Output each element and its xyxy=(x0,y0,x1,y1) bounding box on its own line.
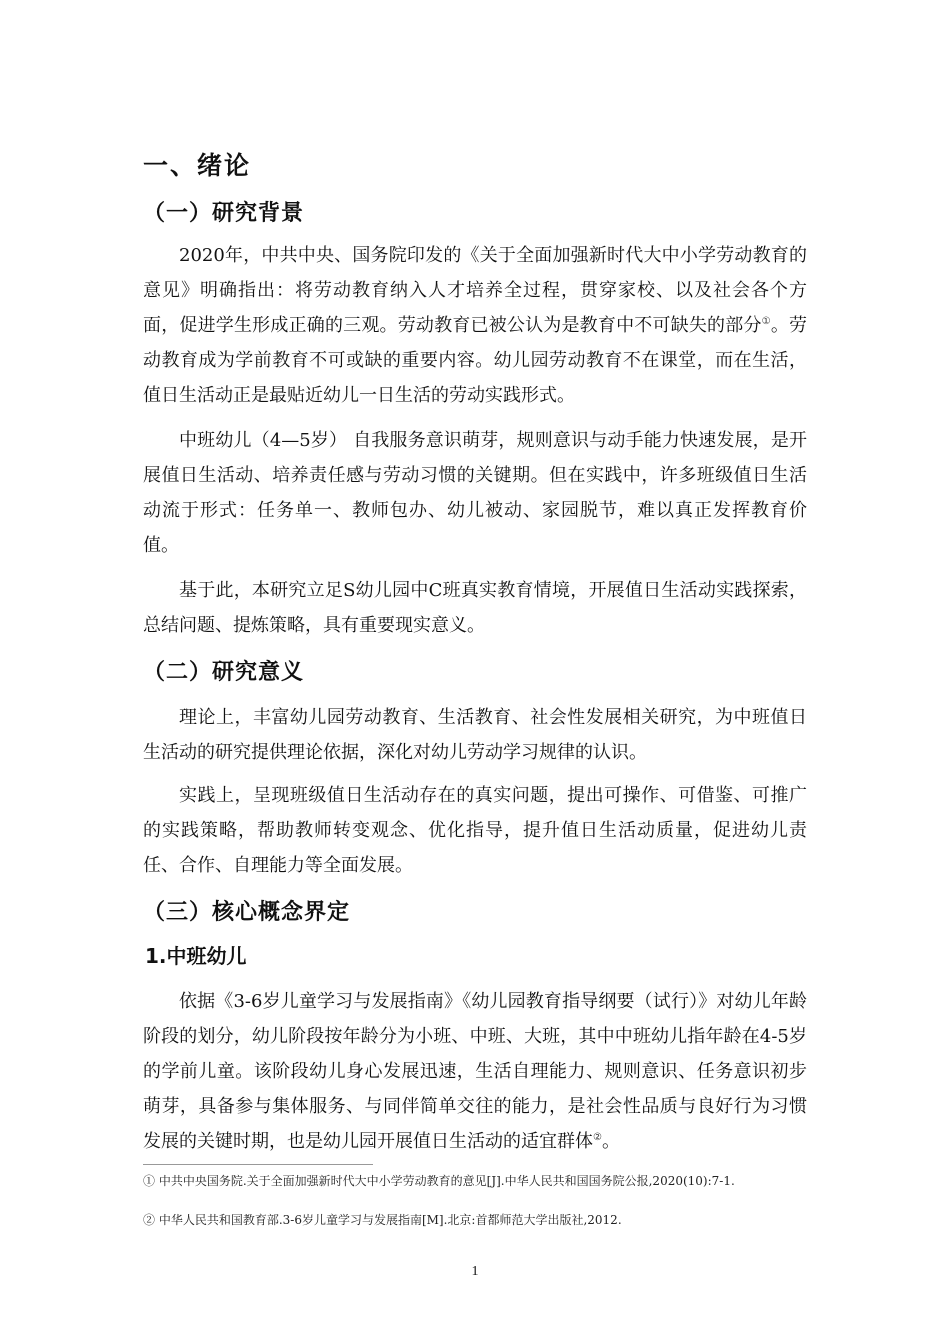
paragraph: 理论上，丰富幼儿园劳动教育、生活教育、社会性发展相关研究，为中班值日生活动的研究提供理论依据，深化对幼儿劳动学习规律的认识。 xyxy=(143,707,807,763)
page-number: 1 xyxy=(471,1264,479,1279)
section-heading-concepts: （三）核心概念界定 xyxy=(143,900,351,925)
section-heading-background: （一）研究背景 xyxy=(143,201,305,226)
footnote-marker: ② xyxy=(593,1132,602,1143)
paragraph: 实践上，呈现班级值日生活动存在的真实问题，提出可操作、可借鉴、可推广的实践策略，帮助教师转变观念、优化指导，提升值日生活动质量，促进幼儿责任、合作、自理能力等全面发展。 xyxy=(143,785,807,876)
paragraph: 中班幼儿（4—5岁） 自我服务意识萌芽，规则意识与动手能力快速发展，是开展值日生活动、培养责任感与劳动习惯的关键期。但在实践中，许多班级值日生活动流于形式：任务单一、教师包办、幼儿被动、家园脱节，难以真正发挥教育价值。 xyxy=(143,430,807,556)
section-heading-significance: （二）研究意义 xyxy=(143,660,305,685)
footnote: ② 中华人民共和国教育部.3-6岁儿童学习与发展指南[M].北京:首都师范大学出版社,2012. xyxy=(143,1213,622,1227)
paragraph: 基于此，本研究立足S幼儿园中C班真实教育情境，开展值日生活动实践探索，总结问题、提炼策略，具有重要现实意义。 xyxy=(143,580,807,636)
subsection-heading: 1.中班幼儿 xyxy=(145,944,247,968)
footnote-marker: ① xyxy=(761,316,771,327)
chapter-heading: 一、绪论 xyxy=(143,151,252,180)
paragraph: 依据《3-6岁儿童学习与发展指南》《幼儿园教育指导纲要（试行）》对幼儿年龄阶段的划分，幼儿阶段按年龄分为小班、中班、大班，其中中班幼儿指年龄在4-5岁的学前儿童。该阶段幼儿身心发展迅速，生活自理能力、规则意识、任务意识初步萌芽，具备参与集体服务、与同伴简单交往的能力，是社会性品质与良好行为习惯发展的关键时期，也是幼儿园开展值日生活动的适宜群体②。 xyxy=(143,991,807,1152)
footnote-separator xyxy=(143,1164,373,1165)
footnote: ① 中共中央国务院.关于全面加强新时代大中小学劳动教育的意见[J].中华人民共和国国务院公报,2020(10):7-1. xyxy=(143,1174,735,1188)
paragraph: 2020年，中共中央、国务院印发的《关于全面加强新时代大中小学劳动教育的意见》明确指出：将劳动教育纳入人才培养全过程，贯穿家校、以及社会各个方面，促进学生形成正确的三观。劳动教育已被公认为是教育中不可缺失的部分①。劳动教育成为学前教育不可或缺的重要内容。幼儿园劳动教育不在课堂，而在生活，值日生活动正是最贴近幼儿一日生活的劳动实践形式。 xyxy=(143,245,808,406)
